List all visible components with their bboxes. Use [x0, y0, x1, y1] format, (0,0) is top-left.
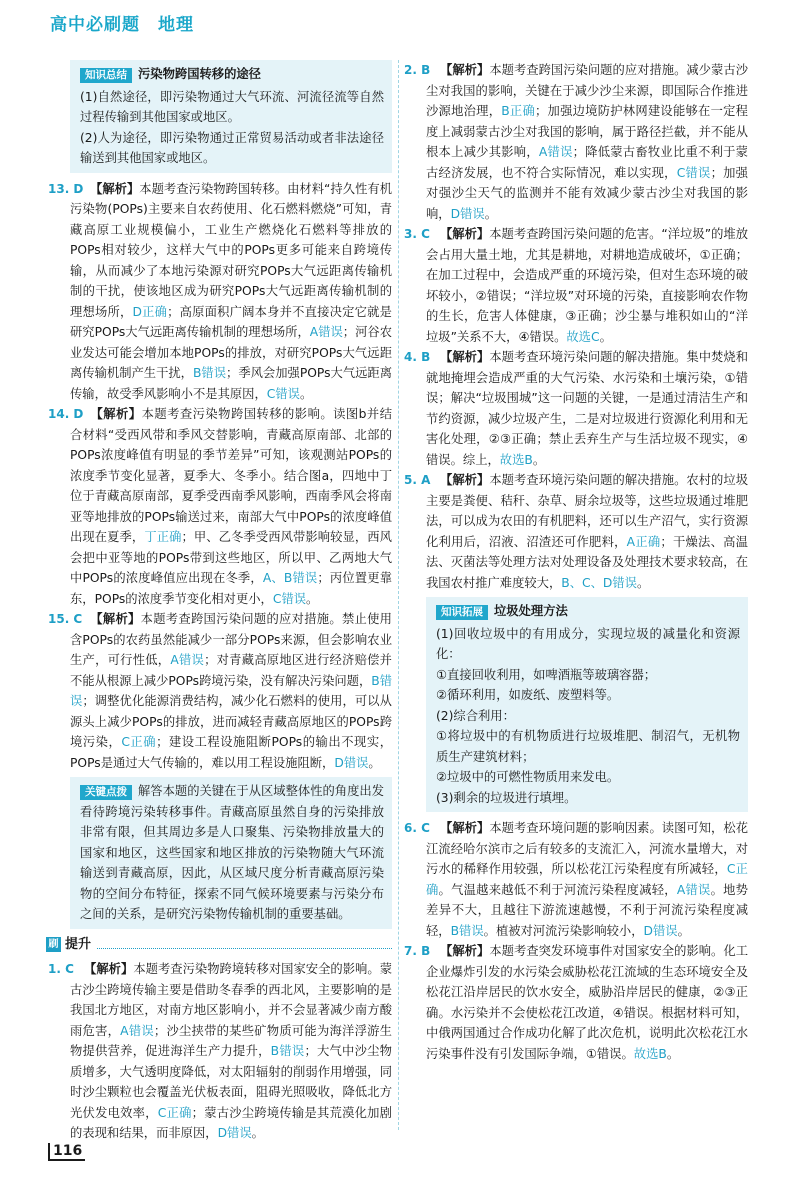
summary-title: 污染物跨国转移的途径 [138, 67, 261, 81]
answer-text: ；河谷农业发达可能会增加本地POPs的排放，对研究POPs大气远距离传输机制产生干扰， [70, 325, 392, 380]
answer-text: 。 [532, 452, 546, 467]
question-number: 3. C [404, 227, 430, 241]
answer-text: 本题考查跨国污染问题的危害。“洋垃圾”的堆放会占用大量土地，尤其是耕地，对耕地造成破坏，①正确；在加工过程中，会造成严重的环境污染，但对生态环境的破坏较小，②错误；“洋垃圾”对环境的污染，直接影响农作物的生长，危害人体健康，③正确；沙尘暴与堆积如山的“洋垃圾”关系不大，④错误。 [426, 227, 748, 344]
answer-text: 本题考查跨国污染问题的应对措施。禁止使用含POPs的农药虽然能减少一部分POPs来源，但会影响农业生产，可行性低， [70, 612, 392, 667]
answer-verdict: 丁正确 [144, 530, 182, 544]
expand-line: (2)综合利用： [436, 708, 515, 723]
answer-text: 。植被对河流污染影响较小， [483, 923, 644, 938]
analysis-label: 【解析】 [84, 962, 134, 976]
answer-verdict: D错误 [450, 206, 485, 221]
brush-icon: 刷 [46, 937, 61, 952]
answer-text: 本题考查环境污染问题的解决措施。农村的垃圾主要是粪便、秸秆、杂草、厨余垃圾等，这些垃圾通过堆肥法，可以成为农田的有机肥料，还可以生产沼气，实行资源化利用后，沼液、沼渣还可作肥料， [426, 473, 748, 549]
question-number: 4. B [404, 350, 431, 364]
question-number: 1. C [48, 962, 74, 976]
answer-6 [404, 818, 748, 941]
answer-verdict: C正确 [121, 735, 157, 749]
answer-3 [404, 224, 748, 347]
answer-text: 。 [306, 591, 319, 606]
question-number: 13. D [48, 181, 84, 196]
summary-line: (2)人为途径，即污染物通过正常贸易活动或者非法途径输送到其他国家或地区。 [80, 130, 384, 165]
answer-text: 本题考查污染物跨国转移。由材料“持久性有机污染物(POPs)主要来自农药使用、化石燃料燃烧”可知，青藏高原工业规模偏小，工业生产燃烧化石燃料等排放的POPs相对较少，这样大气中的POPs更多可能来自跨境传输，从而减少了本地污染源对研究POPs大气远距离传输机制的干扰，使该地区成为研究POPs大气远距离传输机制的理想场所， [70, 181, 392, 319]
answer-verdict: B错误 [192, 366, 227, 380]
question-number: 7. B [404, 944, 431, 958]
analysis-label: 【解析】 [440, 227, 490, 241]
answer-verdict: C正确 [157, 1105, 192, 1120]
answer-verdict: D正确 [132, 304, 168, 319]
answer-verdict: A、B错误 [262, 571, 318, 585]
section-label: 提升 [65, 936, 92, 952]
answer-verdict: 故选B [499, 452, 533, 467]
key-tip-tag: 关键点拨 [80, 785, 132, 800]
answer-1 [48, 959, 392, 1144]
question-number: 15. C [48, 612, 83, 626]
answer-verdict: A正确 [626, 534, 661, 549]
answer-verdict: C错误 [676, 165, 711, 180]
answer-14 [48, 404, 392, 609]
question-number: 14. D [48, 407, 84, 421]
expand-line: (3)剩余的垃圾进行填埋。 [436, 790, 577, 805]
answer-text: 。 [666, 1046, 680, 1061]
dotted-divider [97, 940, 392, 949]
answer-text: 。气温越来越低不利于河流污染程度减轻， [438, 882, 677, 897]
answer-text: ；加强边境防护林网建设能够在一定程度上减弱蒙古沙尘对我国的影响，属于路径拦截，并不能从根本上减少其影响， [426, 104, 748, 159]
answer-verdict: D错误 [217, 1126, 252, 1140]
summary-line: (1)自然途径，即污染物通过大气环流、河流径流等自然过程传输到其他国家或地区。 [80, 89, 384, 124]
answer-text: ；对青藏高原地区进行经济赔偿并不能从根源上减少POPs跨境污染，没有解决污染问题， [70, 653, 392, 688]
analysis-label: 【解析】 [440, 350, 490, 364]
answer-verdict: D错误 [334, 755, 369, 770]
answer-verdict: A错误 [120, 1023, 154, 1038]
answer-2 [404, 60, 748, 224]
answer-7 [404, 941, 748, 1064]
answer-text: 本题考查污染物跨境转移对国家安全的影响。蒙古沙尘跨境传输主要是借助冬春季的西北风，主要影响的是我国北方地区，对南方地区影响小，并不会显著减少南方酸雨危害， [70, 962, 392, 1038]
answer-text: 。 [677, 923, 690, 938]
answer-text: ；调整优化能源消费结构，减少化石燃料的使用，可以从源头上减少POPs的排放，进而减轻青藏高原地区的POPs跨境污染， [70, 694, 392, 749]
answer-verdict: C正确 [426, 862, 748, 897]
answer-text: 本题考查污染物跨国转移的影响。读图b并结合材料“受西风带和季风交替影响，青藏高原南部、北部的POPs浓度峰值有明显的季节差异”可知，该观测站POPs的浓度季节变化显著，夏季大、冬季小。结合图a，四地中丁位于青藏高原南部，夏季受西南季风影响，西南季风会将南亚等地排放的POPs输送过来，南部大气中POPs的浓度峰值出现在夏季， [70, 407, 392, 544]
answer-verdict: A错误 [676, 882, 711, 897]
analysis-label: 【解析】 [90, 407, 142, 421]
analysis-label: 【解析】 [440, 821, 490, 835]
key-tip-box [70, 777, 392, 929]
analysis-label: 【解析】 [440, 944, 490, 958]
answer-text: ；建设工程设施阻断POPs的输出不现实，POPs是通过大气传输的，难以用工程设施阻断， [70, 735, 392, 770]
answer-13 [48, 179, 393, 405]
expand-line: ②循环利用，如废纸、废塑料等。 [436, 688, 620, 702]
right-column [404, 60, 748, 1064]
answer-text: ；加强对强沙尘天气的监测并不能有效减少蒙古沙尘对我国的影响， [426, 165, 748, 221]
answer-text: 。地势差异不大，且越往下游流速越慢，不利于河流污染程度减轻， [426, 882, 748, 938]
answer-verdict: B正确 [501, 104, 536, 118]
section-heading-tisheng [46, 935, 392, 956]
answer-text: 。 [368, 755, 381, 770]
analysis-label: 【解析】 [90, 612, 141, 626]
answer-text: ；季风会加强POPs大气远距离传输，故受季风影响小不是其原因， [70, 366, 393, 401]
answer-text: ；大气中沙尘物质增多，大气透明度降低，对太阳辐射的削弱作用增强，同时沙尘颗粒也会覆盖光伏板表面，阻碍光照吸收，降低北方光伏发电效率， [70, 1044, 392, 1120]
answer-text: 本题考查环境问题的影响因素。读图可知，松花江流经哈尔滨市之后有较多的支流汇入，河流水量增大，对污水的稀释作用较强，所以松花江污染程度有所减轻， [426, 821, 748, 876]
answer-text: 。 [484, 206, 497, 221]
answer-text: ；丙位置更靠东，POPs的浓度季节变化相对更小， [70, 571, 392, 606]
answer-verdict: B错误 [70, 673, 393, 708]
analysis-label: 【解析】 [440, 473, 490, 487]
expand-tag: 知识拓展 [436, 605, 488, 620]
question-number: 5. A [404, 473, 431, 487]
answer-verdict: B错误 [270, 1044, 305, 1058]
expand-line: (1)回收垃圾中的有用成分，实现垃圾的减量化和资源化： [436, 626, 740, 661]
answer-text: ；甲、乙冬季受西风带影响较显，西风会把中亚等地的POPs带到这些地区，所以甲、乙两地大气中POPs的浓度峰值应出现在冬季， [70, 530, 392, 585]
answer-text: 本题考查突发环境事件对国家安全的影响。化工企业爆炸引发的水污染会威胁松花江流域的生态环境安全及松花江沿岸居民的饮水安全，威胁沿岸居民的健康，②③正确。水污染并不会使松花江改道，④错误。根据材料可知，中俄两国通过合作成功化解了此次危机，说明此次松花江水污染事件没有引发国际争端，①错误。 [426, 944, 748, 1061]
column-divider [398, 60, 399, 1130]
answer-verdict: A错误 [170, 653, 205, 667]
analysis-label: 【解析】 [90, 181, 140, 196]
answer-verdict: A错误 [309, 325, 343, 339]
knowledge-summary-box [70, 60, 392, 173]
answer-verdict: C错误 [272, 591, 307, 606]
answer-text: ；降低蒙古畜牧业比重不利于蒙古经济发展，也不符合实际情况，难以实现， [426, 145, 748, 180]
answer-verdict: 故选B [633, 1046, 667, 1061]
expand-line: ①直接回收利用，如啤酒瓶等玻璃容器； [436, 667, 657, 682]
knowledge-expand-box [426, 597, 748, 812]
answer-text: 本题考查跨国污染问题的应对措施。减少蒙古沙尘对我国的影响，关键在于减少沙尘来源，即国际合作推进沙源地治理， [426, 63, 748, 118]
answer-text: 本题考查环境污染问题的解决措施。集中焚烧和就地掩埋会造成严重的大气污染、水污染和土壤污染，①错误；解决“垃圾围城”这一问题的关键，一是通过清洁生产和节约资源，减少垃圾产生，二是对垃圾进行资源化利用和无害化处理，②③正确；禁止丢弃生产与生活垃圾不现实，④错误。综上， [426, 350, 748, 467]
answer-text: 。 [599, 329, 612, 344]
key-tip-text: 解答本题的关键在于从区域整体性的角度出发看待跨境污染转移事件。青藏高原虽然自身的污染排放非常有限，但其周边多是人口聚集、污染物排放量大的国家和地区，这些国家和地区排放的污染物随大气环流输送到青藏高原，因此，从区域尺度分析青藏高原污染物的空间分布特征，探索不同气候环境要素与污染分布之间的关系，是研究污染物传输机制的重要基础。 [80, 784, 384, 921]
expand-title: 垃圾处理方法 [494, 604, 568, 618]
answer-verdict: D错误 [643, 923, 678, 938]
analysis-label: 【解析】 [440, 63, 490, 77]
answer-text: ；蒙古沙尘跨境传输是其荒漠化加剧的表现和结果，而非原因， [70, 1105, 392, 1140]
answer-verdict: A错误 [538, 145, 573, 159]
page-header-title: 高中必刷题 地理 [50, 15, 194, 35]
expand-line: ①将垃圾中的有机物质进行垃圾堆肥、制沼气，无机物质生产建筑材料； [436, 729, 740, 764]
answer-verdict: C错误 [266, 386, 300, 401]
answer-15 [48, 609, 393, 773]
answer-text: 。 [251, 1126, 264, 1140]
question-number: 2. B [404, 63, 431, 77]
answer-verdict: B错误 [450, 923, 484, 938]
answer-4 [404, 347, 748, 470]
summary-tag: 知识总结 [80, 68, 132, 83]
page-number: 116 [48, 1143, 85, 1161]
answer-text: 。 [636, 575, 650, 590]
expand-line: ②垃圾中的可燃性物质用来发电。 [436, 770, 620, 784]
answer-text: ；高原面积广阔本身并不直接决定它就是研究POPs大气远距离传输机制的理想场所， [70, 304, 392, 339]
answer-verdict: 故选C [566, 329, 600, 344]
answer-text: 。 [299, 386, 313, 401]
question-number: 6. C [404, 821, 430, 835]
answer-5 [404, 470, 748, 593]
left-column [48, 60, 393, 1144]
answer-text: ；沙尘挟带的某些矿物质可能为海洋浮游生物提供营养，促进海洋生产力提升， [70, 1023, 392, 1058]
answer-text: ；干燥法、高温法、灭菌法等处理方法对处理设备及处理技术要求较高，在我国农村推广难度较大， [426, 534, 748, 590]
answer-verdict: B、C、D错误 [561, 575, 637, 590]
